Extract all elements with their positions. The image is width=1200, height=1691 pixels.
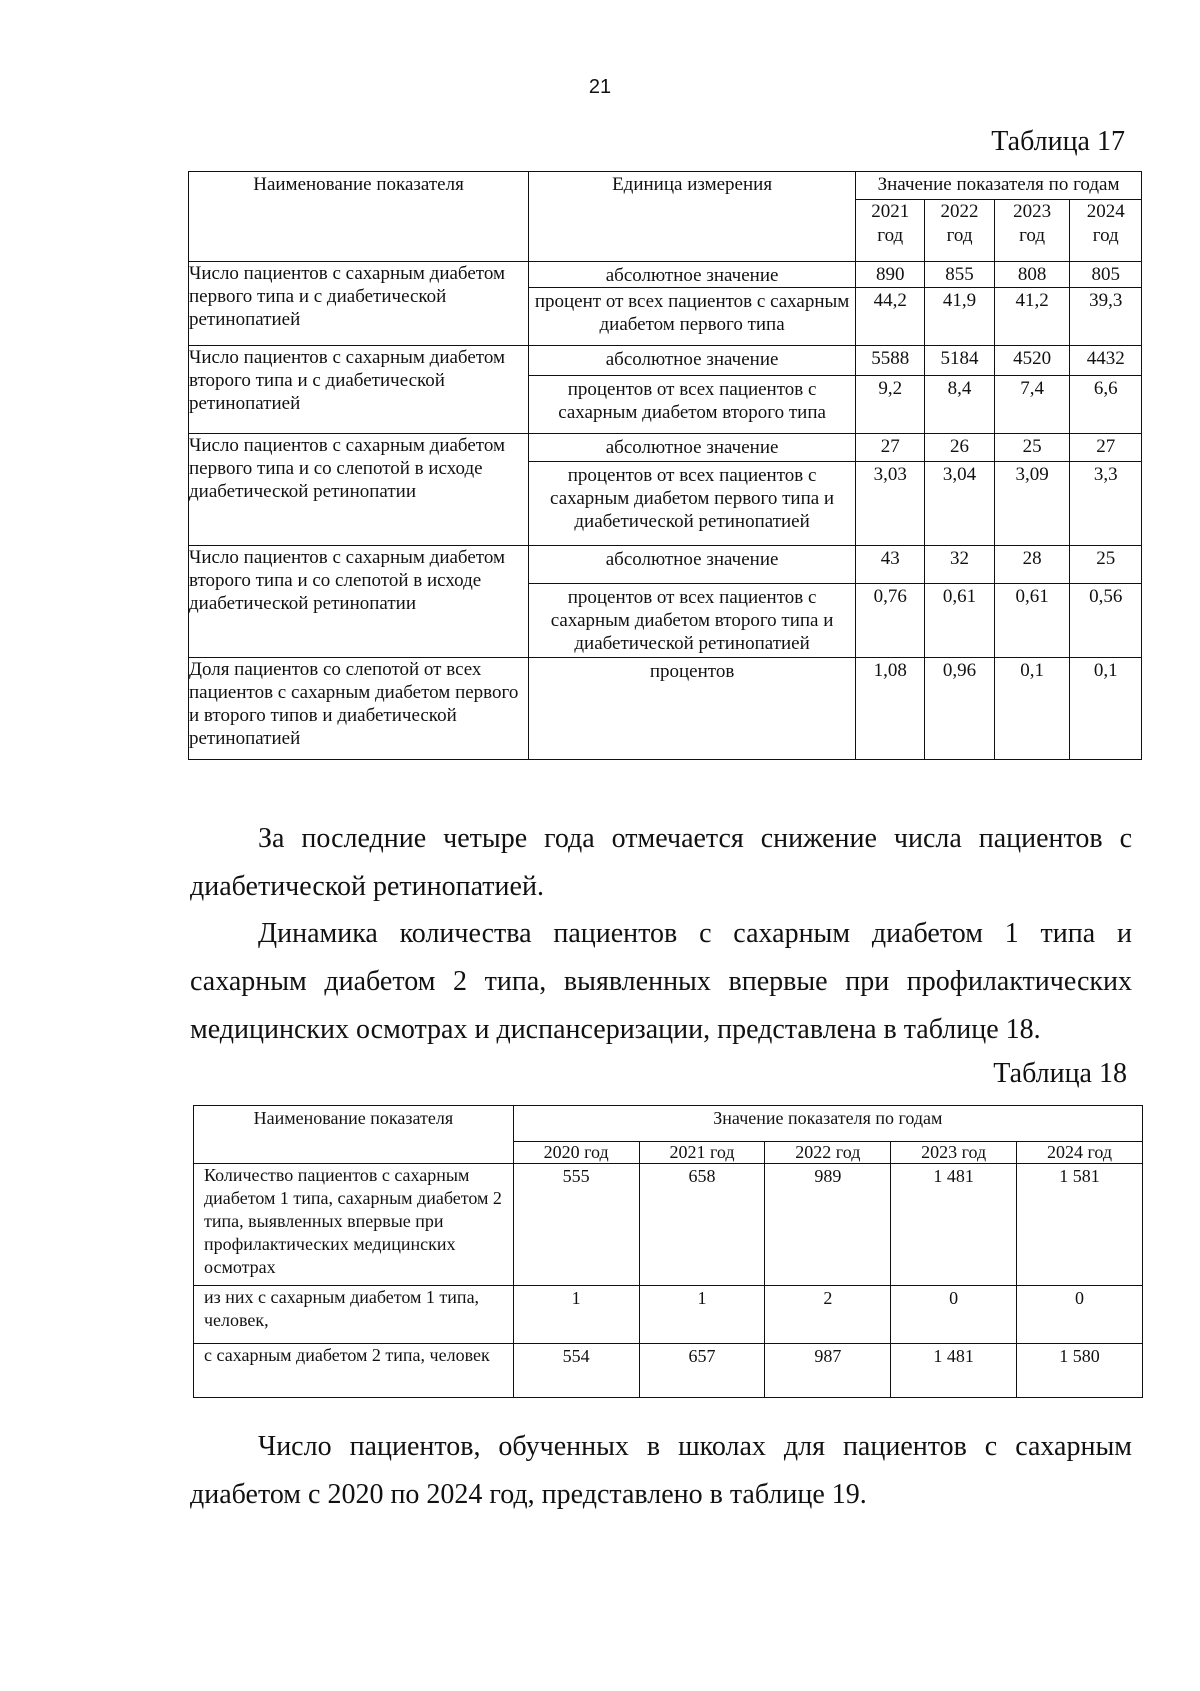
year-header: 2022 год xyxy=(925,200,994,262)
value-cell: 25 xyxy=(994,434,1070,462)
year-header: 2024 год xyxy=(1070,200,1142,262)
value-cell: 989 xyxy=(765,1164,891,1286)
value-cell: 1 481 xyxy=(891,1344,1017,1398)
value-cell: 0,61 xyxy=(994,584,1070,658)
value-cell: 1 581 xyxy=(1017,1164,1143,1286)
value-cell: 39,3 xyxy=(1070,288,1142,346)
value-cell: 3,3 xyxy=(1070,462,1142,546)
value-cell: 657 xyxy=(639,1344,765,1398)
year-header: 2023 год xyxy=(994,200,1070,262)
value-cell: 25 xyxy=(1070,546,1142,584)
value-cell: 43 xyxy=(856,546,925,584)
year-header: 2022 год xyxy=(765,1142,891,1164)
unit-cell: процентов от всех пациентов с сахарным диабетом первого типа и диабетической ретинопатией xyxy=(529,462,856,546)
table-18 xyxy=(193,1105,1143,1398)
unit-cell: абсолютное значение xyxy=(529,434,856,462)
header-name: Наименование показателя xyxy=(194,1106,514,1164)
indicator-name: Количество пациентов с сахарным диабетом 1 типа, сахарным диабетом 2 типа, выявленных впервые при профилактических медицинских осмотрах xyxy=(194,1164,514,1286)
year-header: 2020 год xyxy=(513,1142,639,1164)
header-values: Значение показателя по годам xyxy=(856,172,1142,200)
value-cell: 3,09 xyxy=(994,462,1070,546)
indicator-name: из них с сахарным диабетом 1 типа, человек, xyxy=(194,1286,514,1344)
indicator-name: с сахарным диабетом 2 типа, человек xyxy=(194,1344,514,1398)
value-cell: 0 xyxy=(1017,1286,1143,1344)
header-name: Наименование показателя xyxy=(189,172,529,262)
value-cell: 3,04 xyxy=(925,462,994,546)
table-17-caption: Таблица 17 xyxy=(991,126,1125,157)
unit-cell: абсолютное значение xyxy=(529,546,856,584)
value-cell: 27 xyxy=(856,434,925,462)
value-cell: 890 xyxy=(856,262,925,288)
value-cell: 5588 xyxy=(856,346,925,376)
value-cell: 805 xyxy=(1070,262,1142,288)
paragraph-text: Число пациентов, обученных в школах для пациентов с сахарным диабетом с 2020 по 2024 год, представлено в таблице 19. xyxy=(190,1431,1132,1510)
unit-cell: процентов от всех пациентов с сахарным диабетом второго типа и диабетической ретинопатией xyxy=(529,584,856,658)
value-cell: 0,1 xyxy=(994,658,1070,760)
value-cell: 855 xyxy=(925,262,994,288)
value-cell: 44,2 xyxy=(856,288,925,346)
value-cell: 4520 xyxy=(994,346,1070,376)
header-values: Значение показателя по годам xyxy=(513,1106,1142,1142)
table-18-caption: Таблица 18 xyxy=(993,1058,1127,1089)
value-cell: 6,6 xyxy=(1070,376,1142,434)
value-cell: 555 xyxy=(513,1164,639,1286)
paragraph-text: Динамика количества пациентов с сахарным диабетом 1 типа и сахарным диабетом 2 типа, выявленных впервые при профилактических медицинских осмотрах и диспансеризации, представлена в таблице 18. xyxy=(190,918,1132,1045)
year-header: 2021 год xyxy=(639,1142,765,1164)
value-cell: 9,2 xyxy=(856,376,925,434)
indicator-name: Число пациентов с сахарным диабетом второго типа и с диабетической ретинопатией xyxy=(189,346,529,434)
value-cell: 0,56 xyxy=(1070,584,1142,658)
value-cell: 554 xyxy=(513,1344,639,1398)
value-cell: 5184 xyxy=(925,346,994,376)
value-cell: 0,1 xyxy=(1070,658,1142,760)
value-cell: 0,61 xyxy=(925,584,994,658)
value-cell: 27 xyxy=(1070,434,1142,462)
value-cell: 1 xyxy=(513,1286,639,1344)
unit-cell: абсолютное значение xyxy=(529,262,856,288)
value-cell: 0,96 xyxy=(925,658,994,760)
paragraph-retinopathy-trend xyxy=(190,815,1132,911)
value-cell: 8,4 xyxy=(925,376,994,434)
value-cell: 658 xyxy=(639,1164,765,1286)
value-cell: 0 xyxy=(891,1286,1017,1344)
value-cell: 26 xyxy=(925,434,994,462)
indicator-name: Число пациентов с сахарным диабетом первого типа и с диабетической ретинопатией xyxy=(189,262,529,346)
year-header: 2023 год xyxy=(891,1142,1017,1164)
value-cell: 32 xyxy=(925,546,994,584)
unit-cell: абсолютное значение xyxy=(529,346,856,376)
value-cell: 2 xyxy=(765,1286,891,1344)
indicator-name: Доля пациентов со слепотой от всех пациентов с сахарным диабетом первого и второго типов и диабетической ретинопатией xyxy=(189,658,529,760)
paragraph-school-training xyxy=(190,1423,1132,1519)
value-cell: 1 580 xyxy=(1017,1344,1143,1398)
year-header: 2021 год xyxy=(856,200,925,262)
value-cell: 7,4 xyxy=(994,376,1070,434)
value-cell: 0,76 xyxy=(856,584,925,658)
value-cell: 987 xyxy=(765,1344,891,1398)
value-cell: 4432 xyxy=(1070,346,1142,376)
value-cell: 28 xyxy=(994,546,1070,584)
value-cell: 3,03 xyxy=(856,462,925,546)
header-unit: Единица измерения xyxy=(529,172,856,262)
paragraph-diabetes-dynamics xyxy=(190,910,1132,1054)
indicator-name: Число пациентов с сахарным диабетом второго типа и со слепотой в исходе диабетической ретинопатии xyxy=(189,546,529,658)
value-cell: 41,9 xyxy=(925,288,994,346)
paragraph-text: За последние четыре года отмечается снижение числа пациентов с диабетической ретинопатией. xyxy=(190,823,1132,902)
value-cell: 1,08 xyxy=(856,658,925,760)
page-number: 21 xyxy=(588,76,612,98)
indicator-name: Число пациентов с сахарным диабетом первого типа и со слепотой в исходе диабетической ретинопатии xyxy=(189,434,529,546)
value-cell: 808 xyxy=(994,262,1070,288)
unit-cell: процент от всех пациентов с сахарным диабетом первого типа xyxy=(529,288,856,346)
value-cell: 1 xyxy=(639,1286,765,1344)
unit-cell: процентов xyxy=(529,658,856,760)
table-17 xyxy=(188,171,1142,760)
year-header: 2024 год xyxy=(1017,1142,1143,1164)
value-cell: 41,2 xyxy=(994,288,1070,346)
unit-cell: процентов от всех пациентов с сахарным диабетом второго типа xyxy=(529,376,856,434)
value-cell: 1 481 xyxy=(891,1164,1017,1286)
